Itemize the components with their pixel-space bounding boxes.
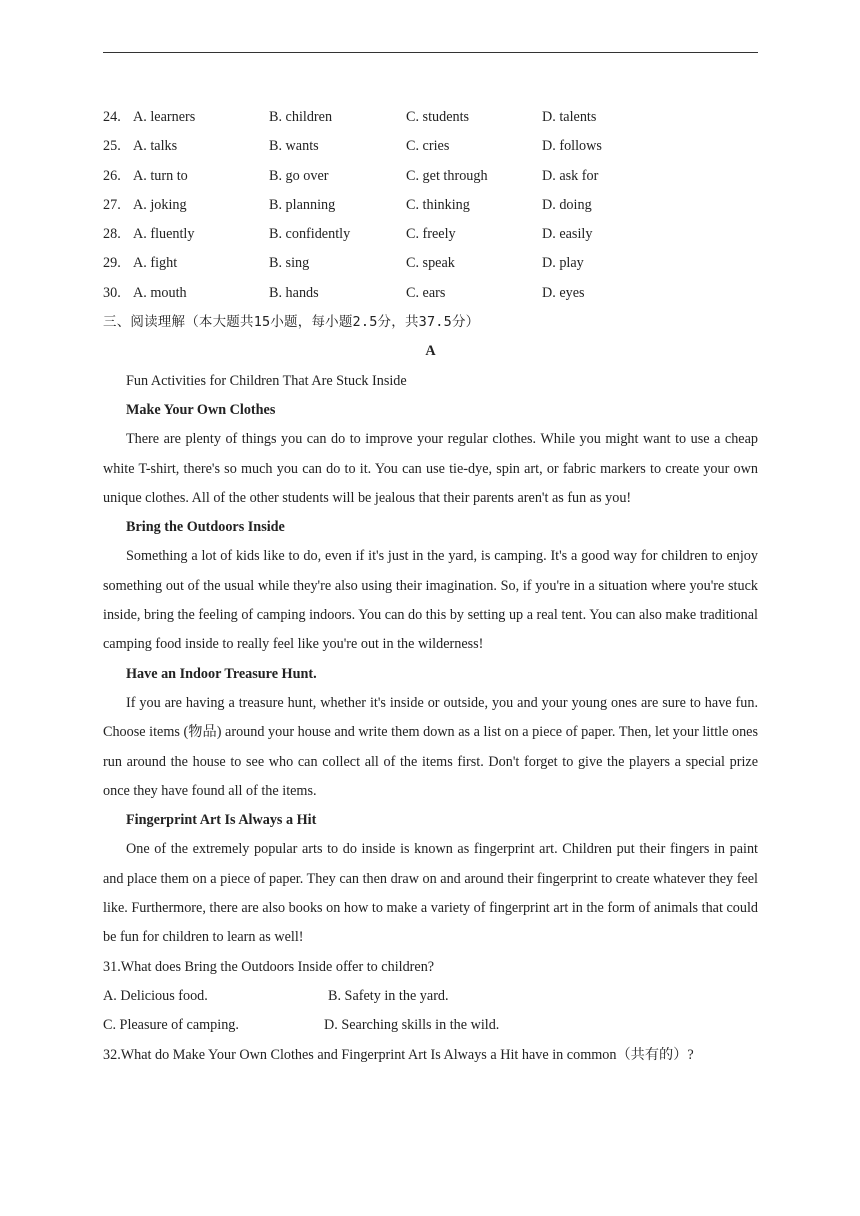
option-row-25 — [103, 132, 758, 161]
option-b: B. sing — [269, 255, 310, 272]
option-a: A. talks — [133, 138, 178, 155]
option-c: C. ears — [406, 284, 446, 301]
choice-d: D. Searching skills in the wild. — [324, 1017, 500, 1034]
choice-b: B. Safety in the yard. — [328, 987, 449, 1004]
subsection-text-outdoors: Something a lot of kids like to do, even if it's just in the yard, is camping. It's a good way for children to enjoy something out of the usual while they're also using their imagination. So, if you're in a situation where you're stuck inside, bring the feeling of camping indoors. You can do this by setting up a real tent. You can also make traditional camping food inside to really feel like you're out in the wilderness! — [103, 548, 758, 653]
option-c: C. freely — [406, 226, 456, 243]
option-d: D. eyes — [542, 284, 585, 301]
option-d: D. doing — [542, 196, 592, 213]
option-list — [103, 103, 758, 308]
passage-label: A — [425, 343, 436, 360]
option-a: A. learners — [133, 109, 196, 125]
question-number: 29. — [103, 255, 121, 272]
option-c: C. speak — [406, 255, 455, 272]
option-b: B. go over — [269, 167, 329, 184]
option-a: A. fluently — [133, 226, 195, 243]
question-number: 30. — [103, 284, 121, 301]
option-row-28 — [103, 220, 758, 249]
option-row-24 — [103, 103, 758, 132]
option-row-29 — [103, 249, 758, 278]
option-a: A. turn to — [133, 167, 188, 184]
option-row-27 — [103, 191, 758, 220]
option-b: B. wants — [269, 138, 319, 155]
option-c: C. thinking — [406, 196, 470, 213]
question-32: 32.What do Make Your Own Clothes and Fingerprint Art Is Always a Hit have in common（共有的）? — [103, 1046, 694, 1063]
option-d: D. play — [542, 255, 584, 272]
choice-a: A. Delicious food. — [103, 987, 208, 1004]
question-number: 28. — [103, 226, 121, 243]
header-rule — [103, 52, 758, 53]
question-number: 24. — [103, 109, 121, 125]
question-number: 25. — [103, 138, 121, 155]
subsection-heading-outdoors: Bring the Outdoors Inside — [126, 519, 285, 536]
question-31-choices-ab — [103, 982, 758, 1011]
option-a: A. mouth — [133, 284, 187, 301]
question-number: 27. — [103, 196, 121, 213]
choice-c: C. Pleasure of camping. — [103, 1017, 239, 1034]
subsection-heading-clothes: Make Your Own Clothes — [126, 401, 276, 418]
passage-title: Fun Activities for Children That Are Stuck Inside — [126, 372, 407, 389]
page-content — [103, 103, 758, 1070]
option-d: D. ask for — [542, 167, 599, 184]
question-31-choices-cd — [103, 1011, 758, 1040]
subsection-text-clothes: There are plenty of things you can do to improve your regular clothes. While you might want to use a cheap white T-shirt, there's so much you can do to it. You can use tie-dye, spin art, or fabric markers to create your own unique clothes. All of the other students will be jealous that their parents aren't as fun as you! — [103, 431, 758, 506]
option-b: B. confidently — [269, 226, 351, 243]
option-b: B. planning — [269, 196, 336, 213]
option-a: A. fight — [133, 255, 178, 272]
option-d: D. follows — [542, 138, 602, 155]
option-c: C. students — [406, 109, 470, 125]
option-d: D. easily — [542, 226, 593, 243]
option-row-30 — [103, 279, 758, 308]
option-b: B. children — [269, 109, 333, 125]
question-number: 26. — [103, 167, 121, 184]
option-c: C. cries — [406, 138, 450, 155]
option-c: C. get through — [406, 167, 488, 184]
option-b: B. hands — [269, 284, 319, 301]
option-d: D. talents — [542, 109, 597, 125]
section-heading: 三、阅读理解（本大题共15小题，每小题2.5分，共37.5分） — [103, 314, 480, 331]
subsection-text-treasure: If you are having a treasure hunt, whether it's inside or outside, you and your young ones are sure to have fun. Choose items (物品) around your house and write them down as a list on a piece of paper. Then, let your little ones run around the house to see who can collect all of the items first. Don't forget to give the players a special prize once they have found all of the items. — [103, 694, 758, 799]
subsection-heading-treasure: Have an Indoor Treasure Hunt. — [126, 665, 317, 682]
subsection-heading-fingerprint: Fingerprint Art Is Always a Hit — [126, 812, 317, 829]
option-row-26 — [103, 162, 758, 191]
question-31: 31.What does Bring the Outdoors Inside offer to children? — [103, 958, 435, 975]
option-a: A. joking — [133, 196, 187, 213]
subsection-text-fingerprint: One of the extremely popular arts to do inside is known as fingerprint art. Children put their fingers in paint and place them on a piece of paper. They can then draw on and around their fingerprint to create whatever they feel like. Furthermore, there are also books on how to make a variety of fingerprint art in the form of animals that could be fun for children to learn as well! — [103, 841, 758, 946]
